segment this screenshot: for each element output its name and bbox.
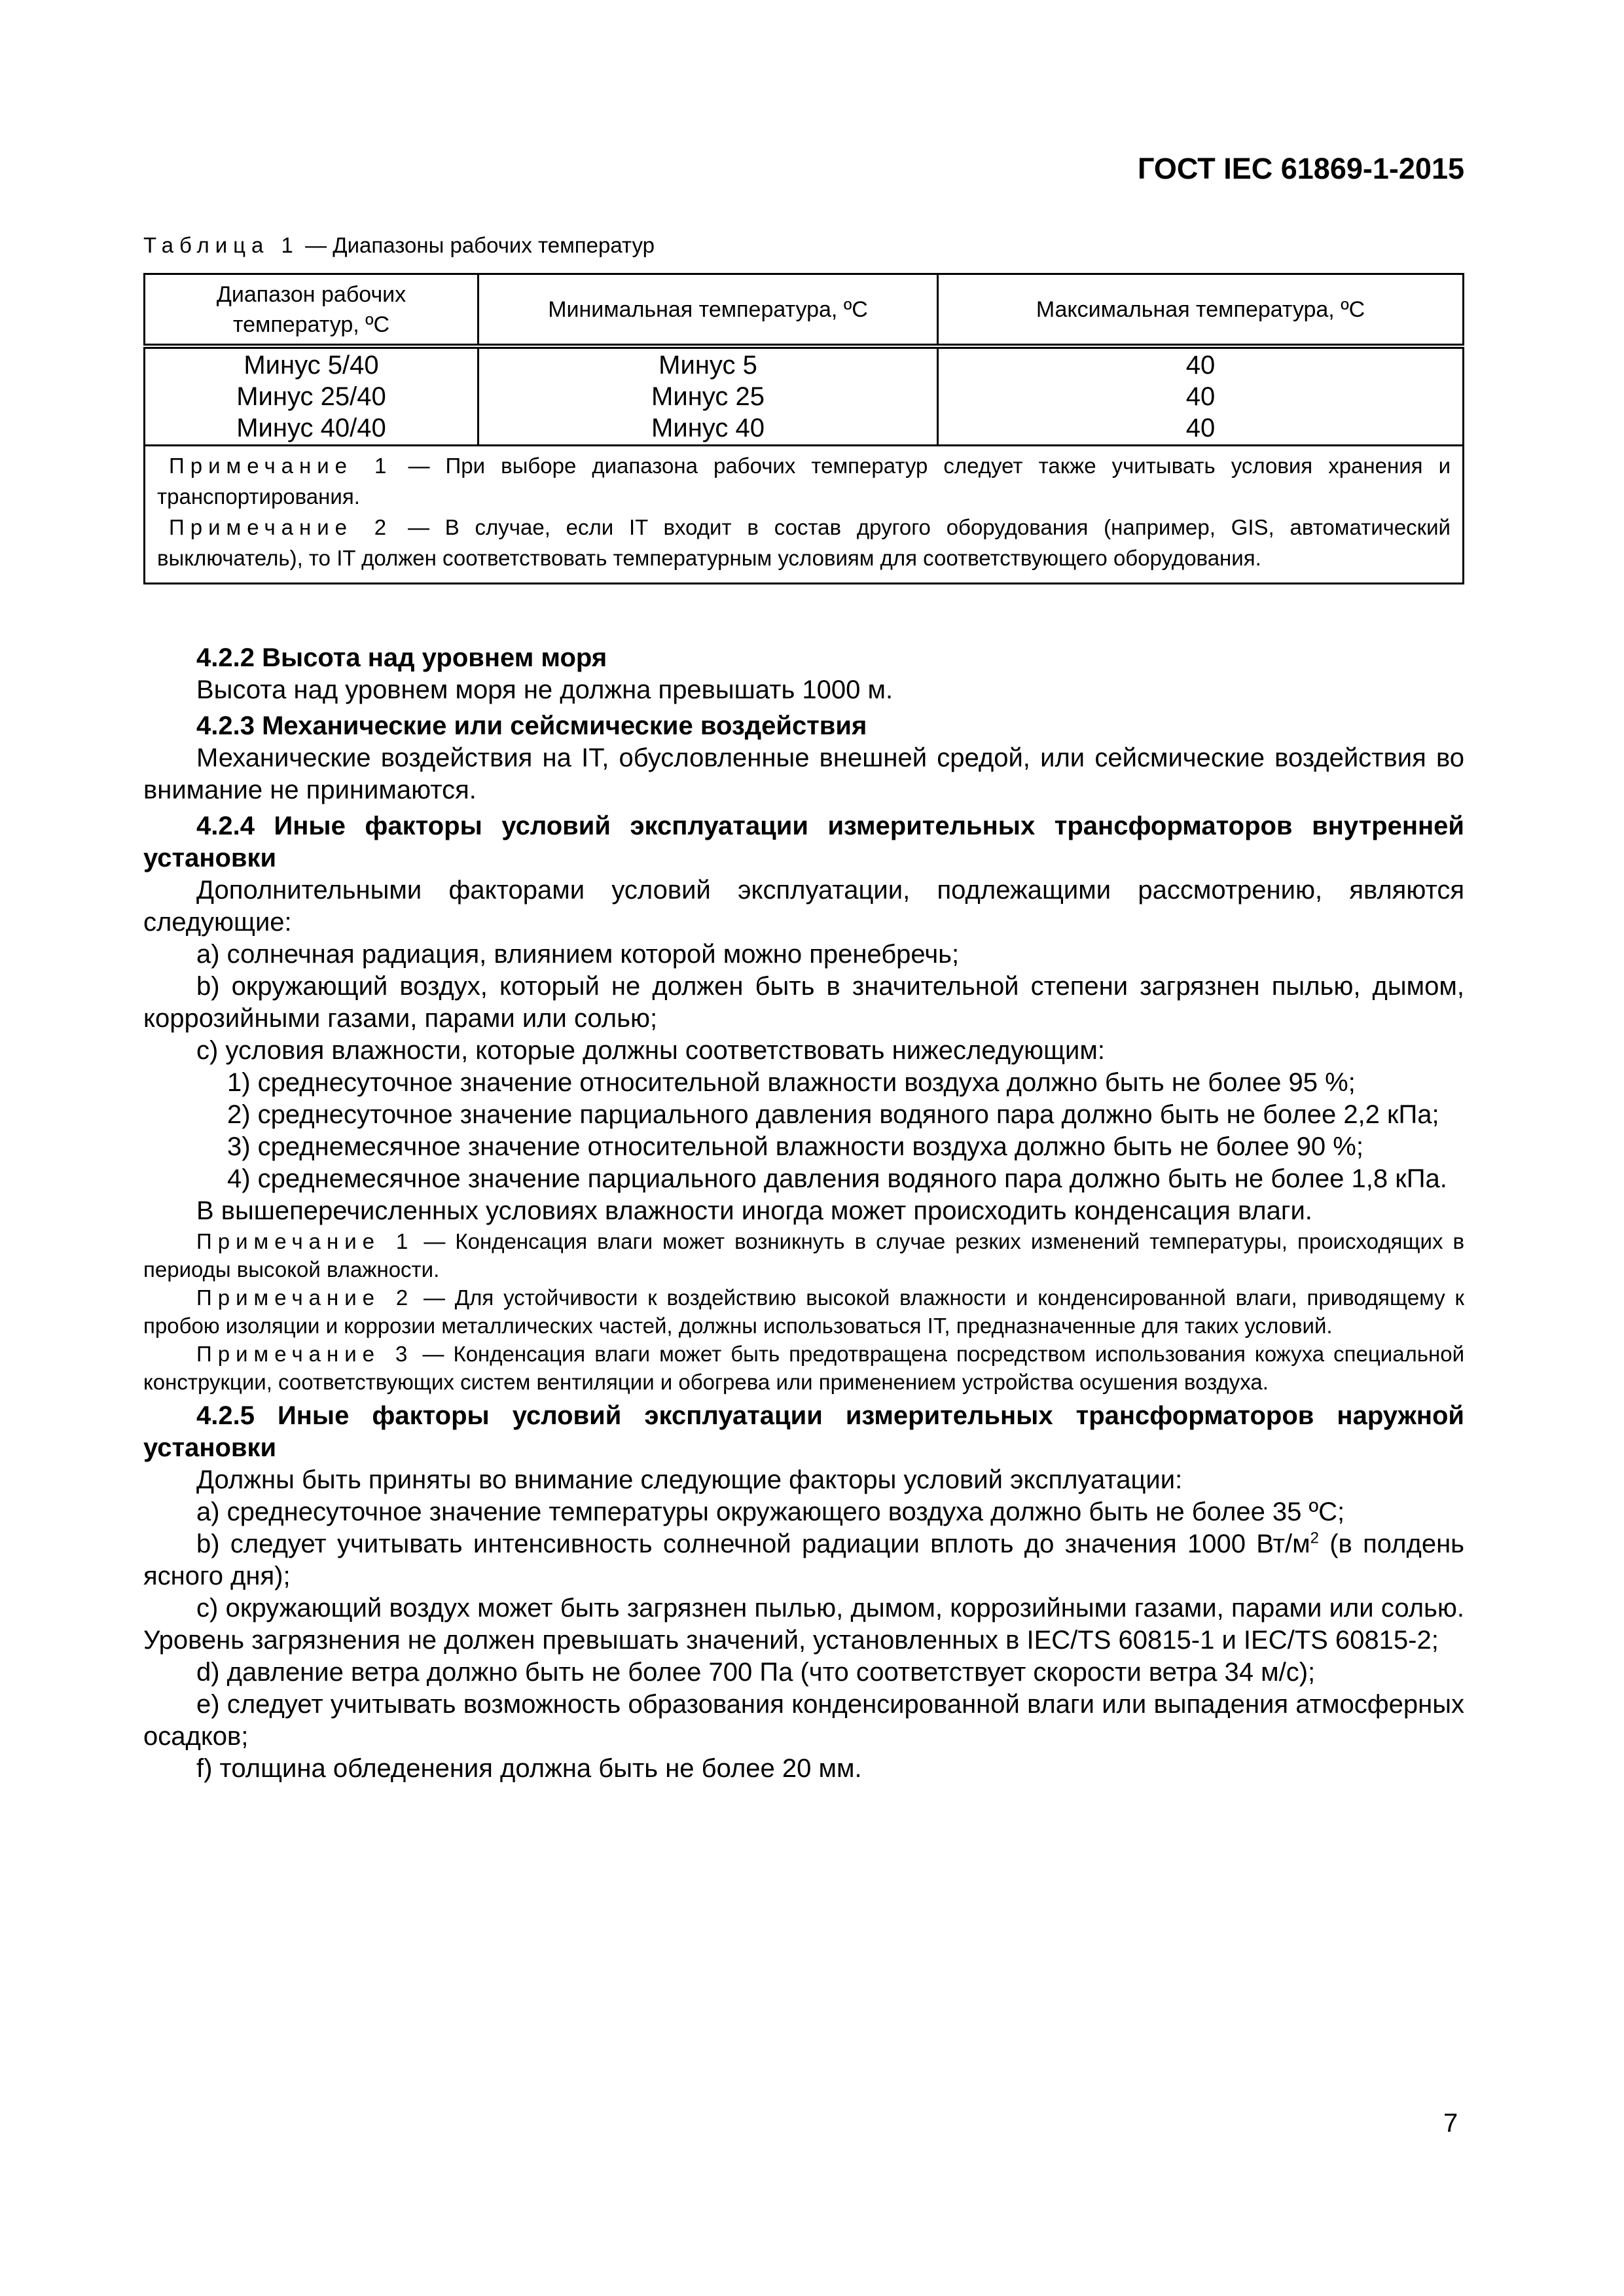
list-item: b) следует учитывать интенсивность солнечной радиации вплоть до значения 1000 $Вт/м^2$ (в полдень ясного дня); bbox=[143, 1529, 1464, 1590]
table-caption bbox=[143, 233, 655, 258]
table-row bbox=[145, 346, 1464, 446]
table-header-row bbox=[145, 274, 1464, 347]
table-note: Примечание 1 — При выборе диапазона рабочих температур следует также учитывать условия хранения и транспортирования. bbox=[157, 454, 1451, 509]
sub-list-item: 3) среднемесячное значение относительной влажности воздуха должно быть не более 90 %; bbox=[227, 1132, 1363, 1161]
list-item: e) следует учитывать возможность образования конденсированной влаги или выпадения атмосферных осадков; bbox=[143, 1690, 1464, 1751]
document-id: ГОСТ IEC 61869-1-2015 bbox=[1137, 152, 1464, 185]
cell-min: Минус 5 Минус 25 Минус 40 bbox=[478, 346, 938, 446]
paragraph: Механические воздействия на IT, обусловленные внешней средой, или сейсмические воздействия во внимание не принимаются. bbox=[143, 744, 1464, 804]
section-heading: 4.2.3 Механические или сейсмические воздействия bbox=[196, 711, 867, 740]
section-heading: 4.2.5 Иные факторы условий эксплуатации измерительных трансформаторов наружной установки bbox=[143, 1401, 1464, 1462]
table-notes bbox=[145, 446, 1464, 584]
col-header: Минимальная температура, ºС bbox=[478, 274, 938, 347]
table-notes-row bbox=[145, 446, 1464, 584]
table-note: Примечание 2 — В случае, если IT входит в состав другого оборудования (например, GIS, автоматический выключатель), то IT должен соответствовать температурным условиям для соответствующего оборудования. bbox=[157, 515, 1451, 570]
caption-label: Таблица 1 bbox=[143, 233, 299, 257]
paragraph: Дополнительными факторами условий эксплуатации, подлежащими рассмотрению, являются следующие: bbox=[143, 876, 1464, 937]
sub-list-item: 1) среднесуточное значение относительной влажности воздуха должно быть не более 95 %; bbox=[227, 1068, 1356, 1097]
list-item: b) окружающий воздух, который не должен быть в значительной степени загрязнен пылью, дымом, коррозийными газами, парами или солью; bbox=[143, 972, 1464, 1033]
sub-list-item: 4) среднемесячное значение парциального давления водяного пара должно быть не более 1,8 кПа. bbox=[227, 1164, 1447, 1193]
page-number: 7 bbox=[1443, 2109, 1458, 2138]
list-item: f) толщина обледенения должна быть не более 20 мм. bbox=[196, 1754, 862, 1783]
paragraph: Должны быть приняты во внимание следующие факторы условий эксплуатации: bbox=[196, 1465, 1183, 1494]
section-heading: 4.2.2 Высота над уровнем моря bbox=[196, 643, 607, 672]
caption-text: — Диапазоны рабочих температур bbox=[298, 233, 655, 257]
note: Примечание 2 — Для устойчивости к воздействию высокой влажности и конденсированной влаги, приводящему к пробою изоляции и коррозии металлических частей, должны использоваться IT, предназначенные для таких условий. bbox=[143, 1285, 1464, 1338]
temperature-table bbox=[143, 273, 1464, 584]
list-item: d) давление ветра должно быть не более 700 Па (что соответствует скорости ветра 34 м/с); bbox=[196, 1658, 1316, 1687]
sub-list-item: 2) среднесуточное значение парциального давления водяного пара должно быть не более 2,2 кПа; bbox=[227, 1100, 1439, 1129]
col-header: Диапазон рабочих температур, ºС bbox=[145, 274, 478, 347]
note: Примечание 3 — Конденсация влаги может быть предотвращена посредством использования кожуха специальной конструкции, соответствующих систем вентиляции и обогрева или применением устройства осушения воздуха. bbox=[143, 1342, 1465, 1394]
cell-max: 40 40 40 bbox=[938, 346, 1464, 446]
list-item: a) солнечная радиация, влиянием которой можно пренебречь; bbox=[196, 940, 960, 969]
paragraph: В вышеперечисленных условиях влажности иногда может происходить конденсация влаги. bbox=[196, 1196, 1312, 1225]
section-heading: 4.2.4 Иные факторы условий эксплуатации измерительных трансформаторов внутренней установки bbox=[143, 812, 1464, 872]
paragraph: Высота над уровнем моря не должна превышать 1000 м. bbox=[196, 675, 893, 704]
list-item: c) окружающий воздух может быть загрязнен пылью, дымом, коррозийными газами, парами или солью. Уровень загрязнения не должен превышать значений, установленных в IEC/TS 60815-1 и IEC/TS 60815-2; bbox=[143, 1594, 1464, 1655]
document-body bbox=[143, 638, 1464, 1785]
note: Примечание 1 — Конденсация влаги может возникнуть в случае резких изменений температуры, происходящих в периоды высокой влажности. bbox=[143, 1229, 1465, 1282]
col-header: Максимальная температура, ºС bbox=[938, 274, 1464, 347]
list-item: a) среднесуточное значение температуры окружающего воздуха должно быть не более 35 ºС; bbox=[196, 1498, 1345, 1526]
list-item: c) условия влажности, которые должны соответствовать нижеследующим: bbox=[196, 1036, 1105, 1065]
cell-range: Минус 5/40 Минус 25/40 Минус 40/40 bbox=[145, 346, 478, 446]
